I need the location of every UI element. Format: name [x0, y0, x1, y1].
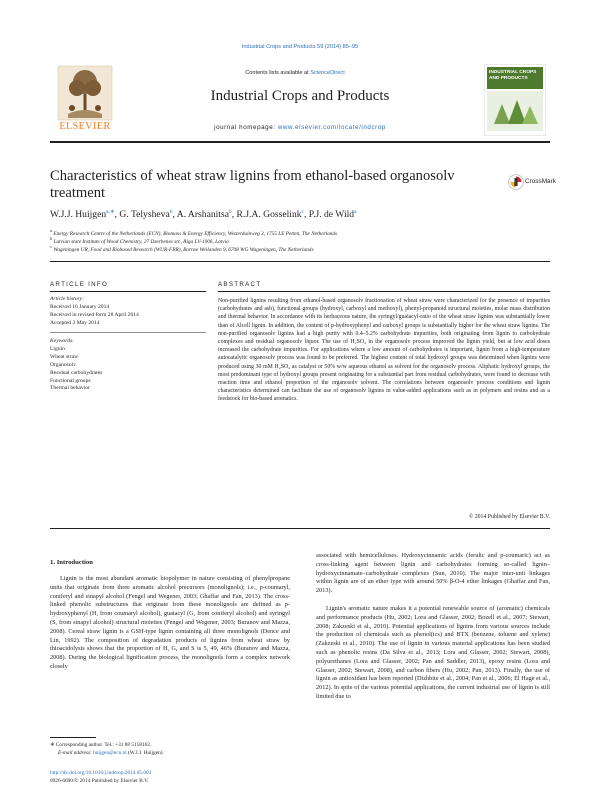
journal-homepage: [150, 124, 450, 131]
affiliation-text: Latvian state Institute of Wood Chemistry, 27 Dzerbenes str., Riga LV-1006, Latvia: [53, 238, 229, 245]
footnote-divider: [50, 737, 96, 738]
affiliation-text: Wageningen UR, Food and Biobased Research (WUR-FBR), Bornse Weilanden 9, 6708 WG Wageningen, The Netherlands: [53, 246, 314, 253]
abstract-text: Non-purified lignins resulting from ethanol-based organosolv fractionation of wheat straw were characterized for the presence of impurities (carbohydrates and ash), functional groups (hydroxyl, carboxyl and methoxyl), phenyl-propanoid structural moieties, molar mass distribution and thermal behavior. In accordance with its herbaceous nature, the syringyl/guaiacyl-ratio of the wheat straw lignins was substantially lower than of Alcell lignin. In addition, the content of p-hydroxyphenyl and carboxyl groups is substantially higher for the wheat straw lignins. The non-purified organosolv lignins had a high purity with 0.4–5.2% carbohydrate impurities, both originating from lignin to carbohydrate complexes and residual organosolv liquor. The use of H₂SO₄ in the organosolv process improved the lignin yield, but at low acid doses increased the carbohydrate impurities. For applications where a low amount of carbohydrates is important, lignin from a high-temperature autocatalytic organosolv process was found to be preferred. The highest content of total hydroxyl groups was determined when lignins were produced using 30 mM H₂SO₄ as catalyst or 50% w/w aqueous ethanol as solvent for the organosolv process. Aliphatic hydroxyl groups, the most predominant type of hydroxyl groups present originating for a substantial part from residual carbohydrates, were found to decrease with reaction time and ethanol proportion of the organosolv solvent. The correlations between organosolv process conditions and lignin characteristics determined can facilitate the use of organosolv lignins in value-added applications such as in polymers and resins and as a feedstock for bio-based aromatics.: [218, 298, 550, 403]
affiliation-text: Energy Research Centre of the Netherlands (ECN), Biomass & Energy Efficiency, Westerduinweg 3, 1755 LE Petten, The Netherlands: [53, 230, 338, 237]
journal-title: Industrial Crops and Products: [210, 88, 390, 104]
journal-reference[interactable]: Industrial Crops and Products 59 (2014) 85–95: [241, 44, 359, 50]
affiliation-marker: b: [50, 236, 53, 241]
email-line: [50, 750, 164, 758]
sciencedirect-link[interactable]: ScienceDirect: [310, 70, 345, 76]
history-accepted: Accepted 3 May 2014: [50, 319, 100, 326]
keyword: Organosolv: [50, 361, 76, 368]
journal-cover-thumbnail[interactable]: [484, 64, 546, 136]
keyword: Wheat straw: [50, 353, 79, 360]
contents-prefix: Contents lists available at: [245, 70, 311, 76]
elsevier-wordmark: ELSEVIER: [59, 121, 111, 132]
abstract-bottom-divider: [50, 528, 550, 529]
affiliation-marker: a: [50, 228, 52, 233]
section-divider: [50, 261, 550, 262]
email-link[interactable]: huijgen@ecn.nl: [93, 749, 127, 756]
cover-title: INDUSTRIAL CROPS AND PRODUCTS: [489, 70, 537, 81]
body-left-column: Lignin is the most abundant aromatic biopolymer in nature consisting of phenylpropane units that originate from three aromatic alcohol precursors (monolignols); i.e., p-coumaryl, coniferyl and sinapyl alcohol (Fengel and Wegener, 2003; Ghaffar and Fan, 2013). The cross-linked phenolic substructures that originate from these monolignols are defined as p-hydroxyphenyl (H, from coumaryl alcohol), guaiacyl (G, from coniferyl alcohol) and syringyl (S, from sinapyl alcohol) structural moieties (Fengel and Wegener, 2003; Buranov and Mazza, 2008). Cereal straw lignin is a GSH-type lignin containing all three monolignols (Dence and Lin, 1992). The composition of degradation products of lignins from wheat straw by thioacidolysis shows that the proportion of H, G, and S is 5, 49, 46% (Buranov and Mazza, 2008). During the biological lignification process, the monolignols form a complex network closely: [50, 575, 290, 670]
journal-header: [0, 0, 600, 145]
body-right-paragraph-1: associated with hemicelluloses. Hydroxycinnamic acids (ferulic and p-coumaric) act as cross-linking agent between lignin and carbohydrates forming so-called lignin–hydroxycinnamate–carbohydrate complexes (Sun, 2010). The major inter-unit linkages within lignin are of an ether type with around 50% β-O-4 ether linkages (Ghaffar and Fan, 2013).: [316, 552, 550, 595]
homepage-prefix: journal homepage:: [214, 124, 278, 131]
abstract-heading: ABSTRACT: [218, 281, 262, 288]
author-affiliation-marker[interactable]: a: [354, 209, 357, 215]
issn-line: 0926-6690/© 2014 Published by Elsevier B.V.: [50, 777, 149, 784]
crossmark-label: CrossMark: [525, 178, 556, 185]
keywords-divider: [50, 332, 206, 333]
crossmark-badge[interactable]: [508, 174, 556, 190]
affiliation: [50, 244, 314, 253]
history-received: Received 16 January 2014: [50, 303, 110, 310]
doi-link[interactable]: http://dx.doi.org/10.1016/j.indcrop.2014.05.003: [50, 770, 152, 776]
history-revised: Received in revised form 28 April 2014: [50, 311, 139, 318]
article-identifiers: [50, 770, 151, 785]
keywords-list: [50, 338, 102, 393]
header-divider: [50, 141, 550, 143]
abstract-divider: [218, 291, 550, 292]
article-info-divider: [50, 291, 206, 292]
author-affiliation-marker[interactable]: c: [301, 209, 304, 215]
crossmark-icon: [508, 174, 524, 190]
author-affiliation-marker[interactable]: b: [169, 209, 173, 215]
section-heading-introduction: 1. Introduction: [50, 559, 93, 566]
body-right-paragraph-2: Lignin's aromatic nature makes it a potential renewable source of (aromatic) chemicals and performance products (Hu, 2002; Lora and Glasser, 2002; Bozell et al., 2007; Stewart, 2008; Zakzeski et al., 2010). Potential applications of lignins from various sources include the production of chemicals such as phenol(ics) and BTX (benzene, toluene and xylene) (Zakzeski et al., 2010). The use of lignin in various material applications has been studied such as phenolic resins (Da Silva et al., 2013; Lora and Glasser, 2002; Stewart, 2008), polyurethanes (Lora and Glasser, 2002; Pan and Saddler, 2013), epoxy resins (Lora and Glasser, 2002; Stewart, 2008), and carbon fibers (Hu, 2002; Pan, 2013). Finally, the use of lignin as antioxidant has been reported (Dizhbite et al., 2004; Pan et al., 2006; El Hage et al., 2012). In spite of the various potential applications, the current industrial use of lignin is still limited due to: [316, 605, 550, 700]
copyright-notice: © 2014 Published by Elsevier B.V.: [468, 514, 550, 520]
history-heading: Article history:: [50, 296, 85, 302]
author-affiliation-marker[interactable]: a,∗: [106, 209, 115, 215]
email-label: E-mail address:: [58, 749, 92, 756]
author-affiliation-marker[interactable]: b: [228, 209, 232, 215]
keyword: Lignin: [50, 345, 65, 352]
keyword: Residual carbohydrates: [50, 369, 103, 376]
affiliation-marker: c: [50, 244, 52, 249]
footnote-corresponding: [50, 742, 164, 757]
author-name[interactable]: A. Arshanitsa: [176, 209, 229, 221]
article-title: Characteristics of wheat straw lignins from ethanol-based organosolv treatment: [50, 168, 455, 201]
contents-line: [185, 70, 405, 76]
author-name[interactable]: R.J.A. Gosselink: [236, 209, 302, 221]
email-suffix: (W.J.J. Huijgen).: [126, 749, 164, 756]
homepage-link[interactable]: www.elsevier.com/locate/indcrop: [277, 124, 386, 131]
article-info-heading: ARTICLE INFO: [50, 281, 109, 288]
author-name[interactable]: G. Telysheva: [119, 209, 170, 221]
keyword: Thermal behavior: [50, 385, 90, 392]
author-name[interactable]: P.J. de Wild: [308, 209, 355, 221]
corresponding-author-note: ∗ Corresponding author. Tel.: +31 88 5158162.: [50, 742, 152, 748]
article-history: [50, 296, 139, 328]
author-name[interactable]: W.J.J. Huijgen: [50, 209, 107, 221]
keywords-heading: Keywords:: [50, 338, 75, 344]
keyword: Functional groups: [50, 377, 91, 384]
elsevier-logo[interactable]: [50, 64, 120, 136]
author-list: W.J.J. Huijgen$^{a,∗}$, G. Telysheva$^b$, A. Arshanitsa$^b$, R.J.A. Gosselink$^c$, P.J. de Wild$^a$: [50, 209, 357, 221]
